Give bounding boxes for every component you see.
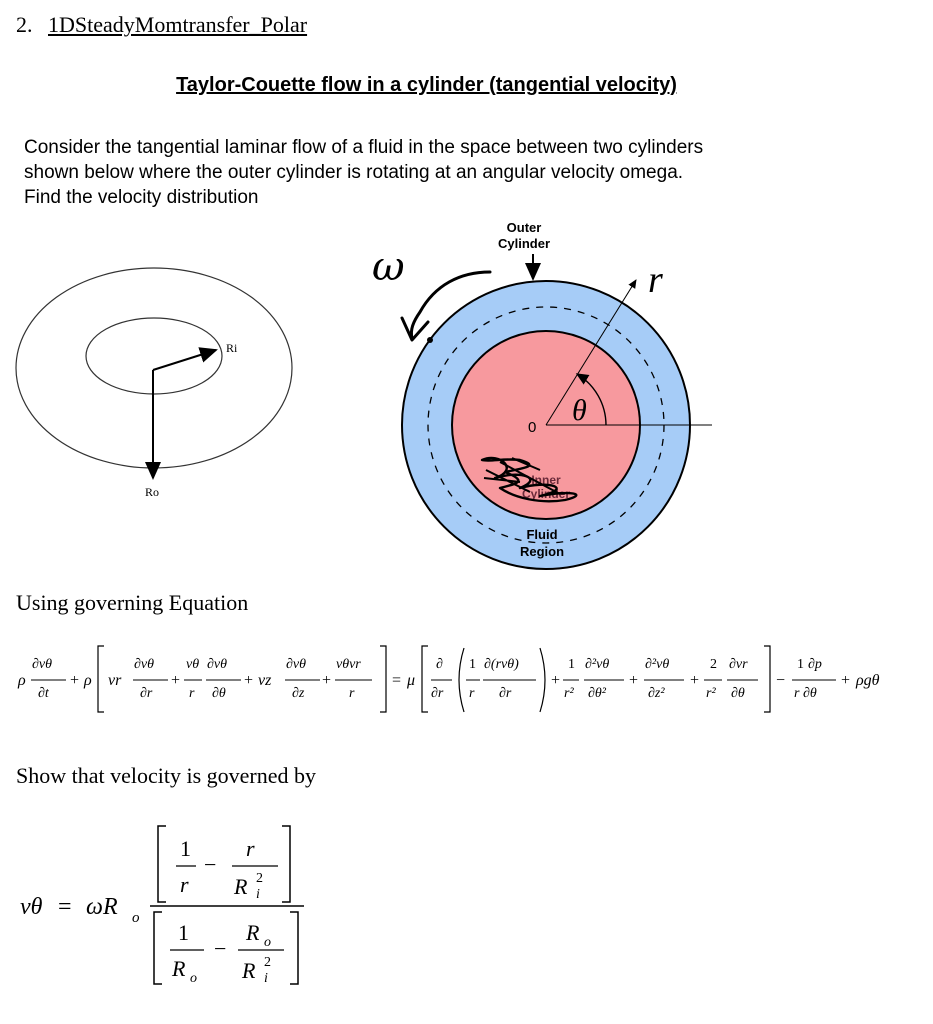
origin-label: 0 — [528, 419, 537, 436]
subtitle-text: Taylor-Couette flow in a cylinder (tangential velocity) — [176, 74, 677, 96]
problem-number: 2. — [16, 12, 33, 37]
den-R-1: R — [172, 956, 186, 981]
r-label: r — [648, 259, 663, 301]
eq-equals: = — [392, 672, 402, 689]
eq-d16: r ∂θ — [794, 686, 817, 701]
eq-d12: ∂z² — [648, 686, 665, 701]
eq-n3: vθ — [186, 657, 200, 672]
eq-d10: r² — [564, 686, 574, 701]
eq-d6: r — [349, 686, 355, 701]
eq-n11: ∂²vθ — [585, 657, 610, 672]
den-sup: 2 — [264, 955, 271, 970]
den-minus: − — [214, 936, 227, 961]
eq-rho-2: ρ — [84, 672, 92, 689]
governing-equation — [17, 646, 880, 712]
eq-d3: r — [189, 686, 195, 701]
eq-n5: ∂vθ — [286, 657, 307, 672]
eq-n14: ∂vr — [729, 657, 748, 672]
den-bracket-left — [154, 912, 162, 984]
result-heading: Show that velocity is governed by — [16, 763, 317, 788]
theta-label: θ — [572, 394, 587, 427]
eq-plus-2: + — [171, 672, 181, 689]
den-R-3: R — [242, 958, 256, 983]
den-sub-i: i — [264, 971, 268, 986]
eq-n13: 2 — [710, 657, 717, 672]
eq-d9: ∂r — [499, 686, 512, 701]
bracket-left-1 — [98, 646, 104, 712]
num-sub: i — [256, 887, 260, 902]
eq-n4: ∂vθ — [207, 657, 228, 672]
res-omega-r: ωR — [86, 894, 118, 920]
bracket-right-1 — [380, 646, 386, 712]
eq-n2: ∂vθ — [134, 657, 155, 672]
governing-heading: Using governing Equation — [16, 590, 249, 615]
eq-d2: ∂r — [140, 686, 153, 701]
res-lhs: vθ — [20, 894, 43, 920]
paren-right — [540, 648, 545, 712]
eq-n15: 1 — [797, 657, 804, 672]
eq-plus-8: + — [841, 672, 851, 689]
num-r-1: r — [180, 872, 189, 897]
eq-n16: ∂p — [808, 657, 822, 672]
eq-d8: r — [469, 686, 475, 701]
res-sub-o-1: o — [132, 910, 140, 926]
eq-plus-7: + — [690, 672, 700, 689]
label-ri: Ri — [226, 341, 238, 355]
eq-rho-1: ρ — [18, 672, 26, 689]
omega-handwritten: ω — [372, 244, 405, 290]
num-one: 1 — [180, 836, 191, 861]
eq-vz: vz — [258, 672, 272, 689]
outer-cylinder-label-2: Cylinder — [497, 236, 551, 251]
eq-d4: ∂θ — [212, 686, 226, 701]
eq-minus: − — [776, 672, 786, 689]
eq-n12: ∂²vθ — [645, 657, 670, 672]
paren-left — [459, 648, 464, 712]
num-bracket-left — [158, 826, 166, 902]
eq-n7: ∂ — [436, 657, 443, 672]
eq-n6: vθvr — [336, 657, 361, 672]
eq-n9: ∂(rvθ) — [484, 657, 519, 672]
eq-vr: vr — [108, 672, 122, 689]
inner-cylinder-label-2: Cylinder — [521, 487, 571, 501]
inner-cylinder-label-1: Inner — [531, 473, 561, 487]
num-bracket-right — [282, 826, 290, 902]
eq-plus-1: + — [70, 672, 80, 689]
den-sub-o-1: o — [190, 971, 197, 986]
outer-cylinder-label-1: Outer — [506, 220, 542, 235]
problem-title-link[interactable]: 1DSteadyMomtransfer_Polar — [48, 12, 308, 37]
fluid-label-1: Fluid — [526, 527, 558, 542]
eq-d13: r² — [706, 686, 716, 701]
eq-d1: ∂t — [38, 686, 49, 701]
eq-d11: ∂θ² — [588, 686, 606, 701]
num-sup: 2 — [256, 871, 263, 886]
result-equation — [20, 826, 304, 986]
eq-plus-3: + — [244, 672, 254, 689]
eq-d7: ∂r — [431, 686, 444, 701]
problem-statement: Consider the tangential laminar flow of a fluid in the space between two cylinders shown below where the outer cylinder is rotating at an angular velocity omega. Find the velocity distribution — [24, 137, 704, 208]
den-R-2: R — [246, 920, 260, 945]
fluid-label-2: Region — [519, 544, 565, 559]
eq-d5: ∂z — [292, 686, 305, 701]
bracket-left-2 — [422, 646, 428, 712]
eq-mu: μ — [407, 672, 416, 689]
eq-d14: ∂θ — [731, 686, 745, 701]
eq-n8: 1 — [469, 657, 476, 672]
eq-rhog: ρgθ — [856, 672, 880, 689]
num-minus: − — [204, 852, 217, 877]
den-one: 1 — [178, 920, 189, 945]
bracket-right-2 — [764, 646, 770, 712]
res-equals: = — [58, 894, 72, 920]
eq-plus-6: + — [629, 672, 639, 689]
num-r-2: r — [246, 836, 255, 861]
label-ro: Ro — [145, 485, 160, 499]
den-bracket-right — [290, 912, 298, 984]
eq-n10: 1 — [568, 657, 575, 672]
eq-plus-4: + — [322, 672, 332, 689]
eq-n1: ∂vθ — [32, 657, 53, 672]
den-sub-o-2: o — [264, 935, 271, 950]
num-R: R — [234, 874, 248, 899]
eq-plus-5: + — [551, 672, 561, 689]
